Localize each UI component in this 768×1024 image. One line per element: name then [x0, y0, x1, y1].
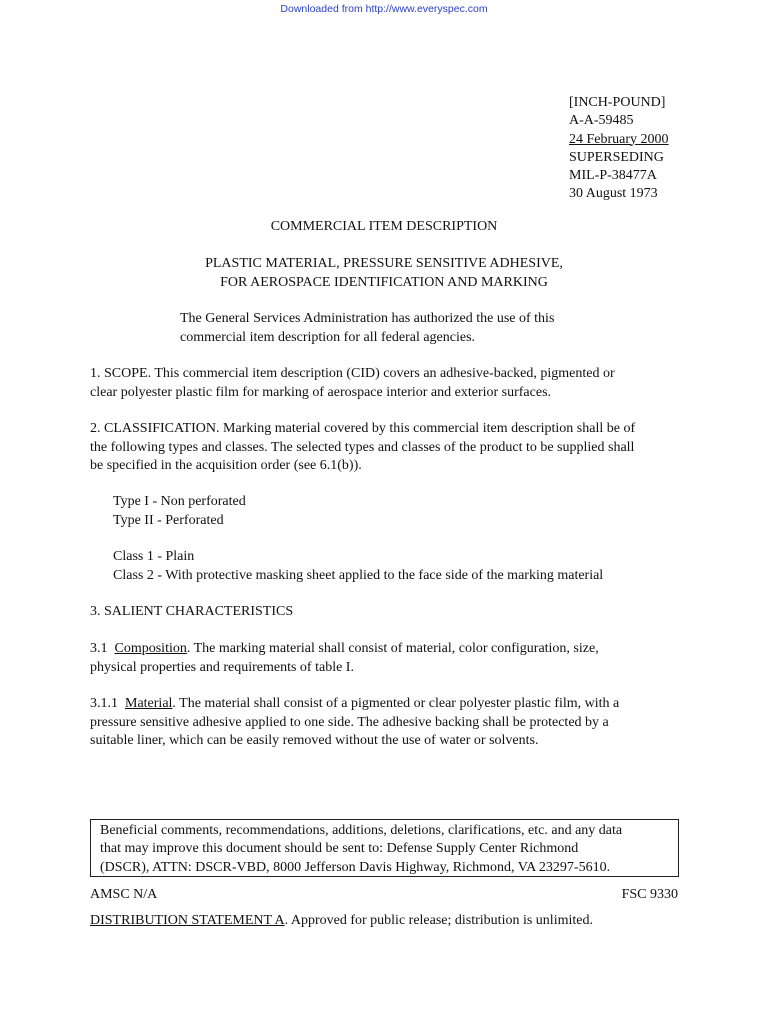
authorization-line-2: commercial item description for all federal agencies. — [180, 329, 476, 345]
title-line-1: PLASTIC MATERIAL, PRESSURE SENSITIVE ADHESIVE, — [205, 256, 563, 271]
type-item: Type II - Perforated — [113, 512, 224, 528]
comments-box — [90, 819, 679, 877]
material-heading: Material — [125, 696, 173, 711]
document-header-block — [569, 94, 669, 204]
scope-line-2: clear polyester plastic film for marking of aerospace interior and exterior surfaces. — [90, 384, 552, 400]
classification-line-1: 2. CLASSIFICATION. Marking material covered by this commercial item description shall be of — [90, 421, 636, 436]
type-item: Type I - Non perforated — [113, 494, 246, 509]
superseded-document-number: MIL-P-38477A — [569, 168, 657, 184]
distribution-text: . Approved for public release; distribution is unlimited. — [284, 913, 593, 928]
comments-line-1: Beneficial comments, recommendations, additions, deletions, clarifications, etc. and any data — [100, 823, 623, 838]
comments-line-2: that may improve this document should be sent to: Defense Supply Center Richmond — [100, 841, 579, 857]
fsc-label: FSC 9330 — [621, 887, 678, 902]
composition-text: . The marking material shall consist of material, color configuration, size, — [186, 641, 599, 656]
document-type-heading: COMMERCIAL ITEM DESCRIPTION — [270, 219, 498, 234]
section-classification — [90, 420, 635, 476]
classification-line-3: be specified in the acquisition order (see 6.1(b)). — [90, 458, 362, 473]
scope-line-1: 1. SCOPE. This commercial item description (CID) covers an adhesive-backed, pigmented or — [90, 366, 615, 381]
class-item: Class 2 - With protective masking sheet applied to the face side of the marking material — [113, 567, 604, 583]
class-item: Class 1 - Plain — [113, 549, 195, 564]
material-line-1 — [90, 695, 619, 714]
classes-list — [113, 548, 603, 585]
section-composition — [90, 640, 599, 677]
composition-heading: Composition — [114, 641, 187, 656]
amsc-label: AMSC N/A — [90, 887, 158, 902]
material-number: 3.1.1 — [90, 696, 118, 711]
document-date: 24 February 2000 — [569, 131, 669, 147]
material-line-2: pressure sensitive adhesive applied to one side. The adhesive backing shall be protected by a — [90, 714, 609, 730]
composition-number: 3.1 — [90, 641, 108, 656]
superseded-document-date: 30 August 1973 — [569, 186, 658, 202]
section-scope — [90, 365, 615, 402]
composition-line-1 — [90, 640, 599, 659]
comments-line-3: (DSCR), ATTN: DSCR-VBD, 8000 Jefferson Davis Highway, Richmond, VA 23297-5610. — [100, 859, 611, 875]
superseding-label: SUPERSEDING — [569, 149, 664, 165]
distribution-label: DISTRIBUTION STATEMENT A — [90, 913, 285, 928]
inch-pound-label: [INCH-POUND] — [569, 95, 666, 110]
title-line-2: FOR AEROSPACE IDENTIFICATION AND MARKING — [220, 274, 548, 290]
document-title — [0, 255, 768, 292]
composition-line-2: physical properties and requirements of table I. — [90, 659, 354, 675]
material-text: . The material shall consist of a pigmented or clear polyester plastic film, with a — [172, 696, 620, 711]
section-material — [90, 695, 619, 751]
authorization-line-1: The General Services Administration has authorized the use of this — [180, 311, 555, 326]
types-list — [113, 493, 246, 530]
download-source-link[interactable]: Downloaded from http://www.everyspec.com — [280, 3, 488, 15]
distribution-statement — [90, 913, 593, 929]
classification-line-2: the following types and classes. The selected types and classes of the product to be supplied shall — [90, 439, 635, 455]
section-salient-characteristics: 3. SALIENT CHARACTERISTICS — [90, 604, 294, 619]
authorization-statement — [180, 310, 554, 347]
material-line-3: suitable liner, which can be easily removed without the use of water or solvents. — [90, 733, 539, 748]
document-number: A-A-59485 — [569, 113, 634, 129]
